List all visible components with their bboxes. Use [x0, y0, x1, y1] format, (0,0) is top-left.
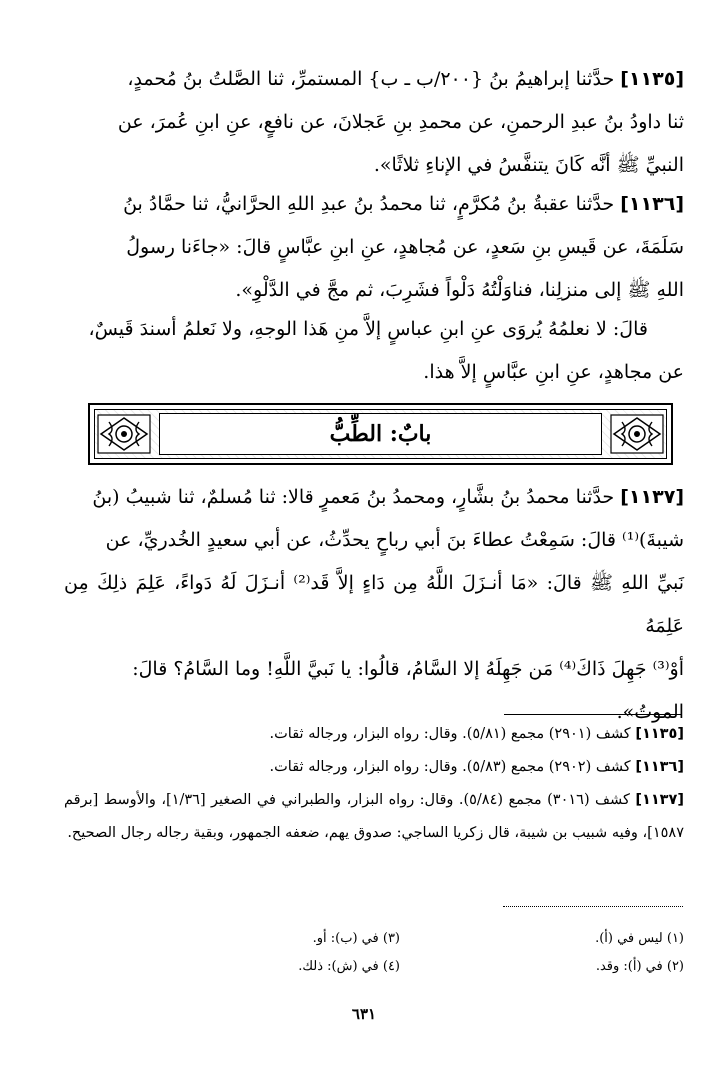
hadith-1136-line: [١١٣٦] حدَّثنا عقبةُ بنُ مُكرَّمٍ، ثنا محمدُ بنُ عبدِ اللهِ الحرَّانيُّ، ثنا حمَّادُ بنُ [123, 193, 684, 215]
hadith-1136 [64, 183, 684, 312]
hadith-1136-line: سَلَمَةَ، عن قَيسِ بنِ سَعدٍ، عن مُجاهدٍ، عنِ ابنِ عبَّاسٍ قالَ: «جاءَنا رسولُ [126, 236, 684, 258]
banner-frame [94, 409, 667, 459]
source-notes [64, 718, 684, 850]
footnote: (٢) في (أ): وقد. [595, 959, 684, 974]
footnotes-right-column [514, 925, 684, 981]
hadith-1137-line: شيبةَ)⁽¹⁾ قالَ: سَمِعْتُ عطاءَ بنَ أبي رباحٍ يحدِّثُ، عن أبي سعيدٍ الخُدريِّ، عن [105, 529, 684, 551]
source-note: [١١٣٦] كشف (٢٩٠٢) مجمع (٥/٨٣). وقال: رواه البزار، ورجاله ثقات. [269, 759, 684, 775]
hadith-1137-line: نَبيِّ اللهِ ﷺ قالَ: «مَا أنـزَلَ اللَّهُ مِن دَاءٍ إلاَّ قَد⁽²⁾ أنـزَلَ لَهُ دَواءً، عَلِمَ ذلِكَ مِن عَلِمَهُ [64, 572, 684, 637]
hadith-number: [١١٣٧] [620, 486, 684, 508]
hadith-1137-line: الموتُ». [616, 701, 684, 723]
hadith-1136-line: اللهِ ﷺ إلى منزلِنا، فناوَلْتُهُ دَلْواً فشَرِبَ، ثم مجَّ في الدَّلْوِ». [235, 279, 684, 301]
hadith-1135-line: ثنا داودُ بنُ عبدِ الرحمنِ، عن محمدِ بنِ عَجلانَ، عن نافعٍ، عنِ ابنِ عُمرَ، عن [117, 111, 684, 133]
chapter-title: بابٌ: الطِّبُّ [329, 421, 432, 447]
hadith-1135-line: [١١٣٥] حدَّثنا إبراهيمُ بنُ {٢٠٠/ب ـ ب} المستمرِّ، ثنا الصَّلتُ بنُ مُحمدٍ، [127, 68, 684, 90]
commentary-line: قالَ: لا نعلمُهُ يُروَى عنِ ابنِ عباسٍ إلاَّ منِ هَذا الوجهِ، ولا نَعلمُ أسندَ قَيسٌ، [88, 318, 648, 340]
commentary-line: عن مجاهدٍ، عنِ ابنِ عبَّاسٍ إلاَّ هذا. [423, 361, 684, 383]
hadith-1137 [64, 476, 684, 734]
hadith-1135-line: النبيِّ ﷺ أنَّه كَانَ يتنفَّسُ في الإناءِ ثلاثًا». [373, 154, 684, 176]
commentary [64, 308, 684, 394]
page-number: ٦٣١ [351, 1005, 377, 1023]
hadith-1135 [64, 58, 684, 187]
footnote: (١) ليس في (أ). [595, 931, 684, 946]
arabesque-ornament-icon [95, 412, 153, 456]
source-note: [١١٣٥] كشف (٢٩٠١) مجمع (٥/٨١). وقال: رواه البزار، ورجاله ثقات. [269, 726, 684, 742]
footnotes-left-column [230, 925, 400, 981]
hadith-1137-line: [١١٣٧] حدَّثنا محمدُ بنُ بشَّارٍ، ومحمدُ بنُ مَعمرٍ قالا: ثنا مُسلمٌ، ثنا شبيبُ (بنُ [92, 486, 684, 508]
footnote: (٤) في (ش): ذلك. [298, 959, 400, 974]
notes-divider [504, 714, 682, 715]
banner-title-box [159, 413, 602, 455]
hadith-number: [١١٣٥] [620, 68, 684, 90]
arabesque-ornament-icon [608, 412, 666, 456]
chapter-banner [88, 403, 673, 465]
footnotes-divider [503, 906, 683, 907]
hadith-number: [١١٣٦] [620, 193, 684, 215]
footnote: (٣) في (ب): أو. [312, 931, 400, 946]
hadith-1137-line: أوْ⁽³⁾ جَهِلَ ذَاكَ⁽⁴⁾ مَن جَهِلَهُ إلا السَّامُ، قالُوا: يا نَبيَّ اللَّهِ! وما السَّامُ؟ قالَ: [132, 658, 684, 680]
source-note: [١١٣٧] كشف (٣٠١٦) مجمع (٥/٨٤). وقال: رواه البزار، والطبراني في الصغير [١/٣٦]، والأوسط [برقم ١٥٨٧]، وفيه شبيب بن شيبة، قال زكريا الساجي: صدوق يهم، ضعفه الجمهور، وبقية رجاله رجال الصحيح. [64, 792, 685, 841]
